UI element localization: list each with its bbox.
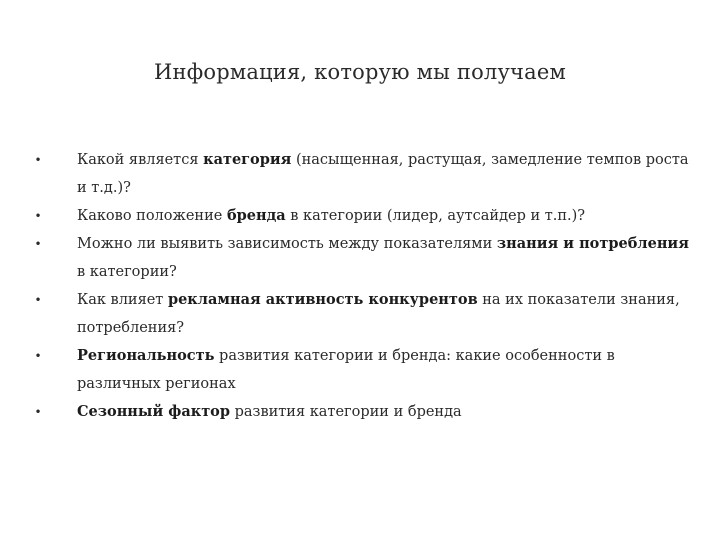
bullet-icon: • [34,293,42,307]
slide-title: Информация, которую мы получаем [154,60,566,84]
bullet-text-part: (насыщенная, растущая, замедление темпов роста и т.д.)? [77,152,689,196]
bullet-text-part: Каково положение [77,208,227,224]
bullet-text [77,404,462,420]
bullet-text-emphasis: категория [203,151,292,168]
bullet-text-part: в категории (лидер, аутсайдер и т.п.)? [285,208,586,224]
bullet-icon: • [34,237,42,251]
bullet-text-part: в категории? [77,264,177,280]
bullet-list [32,146,692,426]
bullet-text-part: развития категории и бренда [230,404,462,420]
bullet-text [77,208,585,224]
bullet-icon: • [34,405,42,419]
bullet-item-awareness-consumption [32,230,692,286]
bullet-item-brand-position [32,202,692,230]
bullet-item-category [32,146,692,202]
bullet-icon: • [34,153,42,167]
bullet-text [77,348,615,392]
bullet-text-emphasis: бренда [226,207,286,224]
bullet-item-regionality [32,342,692,398]
bullet-icon: • [34,349,42,363]
bullet-text [77,292,680,336]
bullet-item-competitor-advertising [32,286,692,342]
bullet-text [77,236,689,280]
bullet-text [77,152,689,196]
bullet-item-seasonality [32,398,692,426]
bullet-text-part: на их показатели знания, потребления? [77,292,680,336]
bullet-text-part: развития категории и бренда: какие особенности в различных регионах [77,348,615,392]
bullet-text-part: Как влияет [77,292,168,308]
bullet-text-emphasis: Сезонный фактор [77,403,230,420]
bullet-icon: • [34,209,42,223]
bullet-text-emphasis: рекламная активность конкурентов [167,291,478,308]
bullet-text-emphasis: знания и потребления [496,235,689,252]
bullet-text-emphasis: Региональность [77,347,215,364]
bullet-text-part: Какой является [77,152,204,168]
bullet-text-part: Можно ли выявить зависимость между показателями [77,236,497,252]
